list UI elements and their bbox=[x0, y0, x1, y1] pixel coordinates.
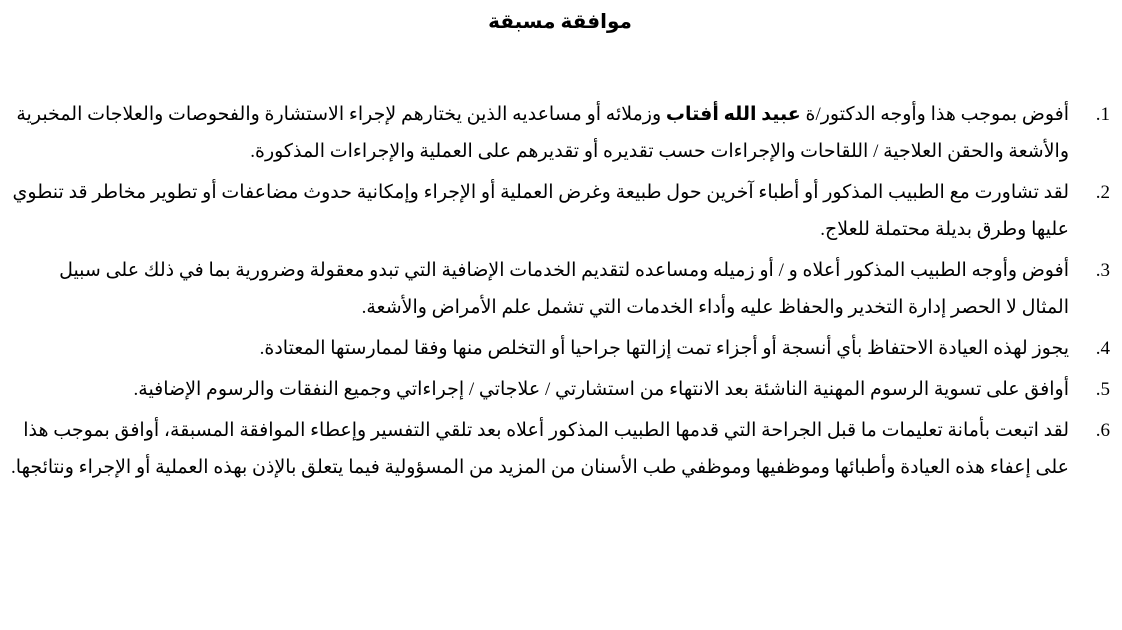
item-text: لقد تشاورت مع الطبيب المذكور أو أطباء آخرين حول طبيعة وغرض العملية أو الإجراء وإمكانية حدوث مضاعفات أو تطوير مخاطر قد تنطوي عليها وطرق بديلة محتملة للعلاج. bbox=[12, 182, 1069, 240]
item-text: لقد اتبعت بأمانة تعليمات ما قبل الجراحة التي قدمها الطبيب المذكور أعلاه بعد تلقي التفسير وإعطاء الموافقة المسبقة، أوافق بموجب هذا على إعفاء هذه العيادة وأطبائها وموظفيها وموظفي طب الأسنان من المزيد من المسؤولية فيما يتعلق بالإذن بهذه العملية أو الإجراء ونتائجها. bbox=[11, 420, 1069, 478]
item-text bbox=[10, 96, 1069, 170]
item-number: 5. bbox=[1095, 379, 1110, 400]
doctor-name: عبيد الله أفتاب bbox=[665, 104, 801, 125]
list-item bbox=[10, 252, 1110, 326]
list-item bbox=[10, 174, 1110, 248]
item-text: يجوز لهذه العيادة الاحتفاظ بأي أنسجة أو أجزاء تمت إزالتها جراحيا أو التخلص منها وفقا لممارستها المعتادة. bbox=[259, 338, 1069, 359]
item-number: 6. bbox=[1095, 420, 1110, 441]
item-number: 3. bbox=[1095, 260, 1110, 281]
list-item bbox=[10, 412, 1110, 486]
item-text: أفوض وأوجه الطبيب المذكور أعلاه و / أو زميله ومساعده لتقديم الخدمات الإضافية التي تبدو معقولة وضرورية بما في ذلك على سبيل المثال لا الحصر إدارة التخدير والحفاظ عليه وأداء الخدمات التي تشمل علم الأمراض والأشعة. bbox=[59, 260, 1069, 318]
item-text-segment: وزملائه أو مساعديه الذين يختارهم لإجراء الاستشارة والفحوصات والعلاجات المخبرية والأشعة والحقن العلاجية / اللقاحات والإجراءات حسب تقديره أو تقديرهم على العملية والإجراءات المذكورة. bbox=[16, 104, 1069, 162]
item-number: 1. bbox=[1095, 104, 1110, 125]
list-item bbox=[10, 371, 1110, 408]
item-text: أوافق على تسوية الرسوم المهنية الناشئة بعد الانتهاء من استشارتي / علاجاتي / إجراءاتي وجميع النفقات والرسوم الإضافية. bbox=[133, 379, 1069, 400]
list-item bbox=[10, 96, 1110, 170]
document-title: موافقة مسبقة bbox=[488, 11, 632, 33]
item-number: 2. bbox=[1095, 182, 1110, 203]
item-number: 4. bbox=[1095, 338, 1110, 359]
list-item bbox=[10, 330, 1110, 367]
consent-clauses-list bbox=[10, 96, 1110, 486]
item-text-segment: أفوض بموجب هذا وأوجه الدكتور/ة bbox=[800, 104, 1069, 125]
